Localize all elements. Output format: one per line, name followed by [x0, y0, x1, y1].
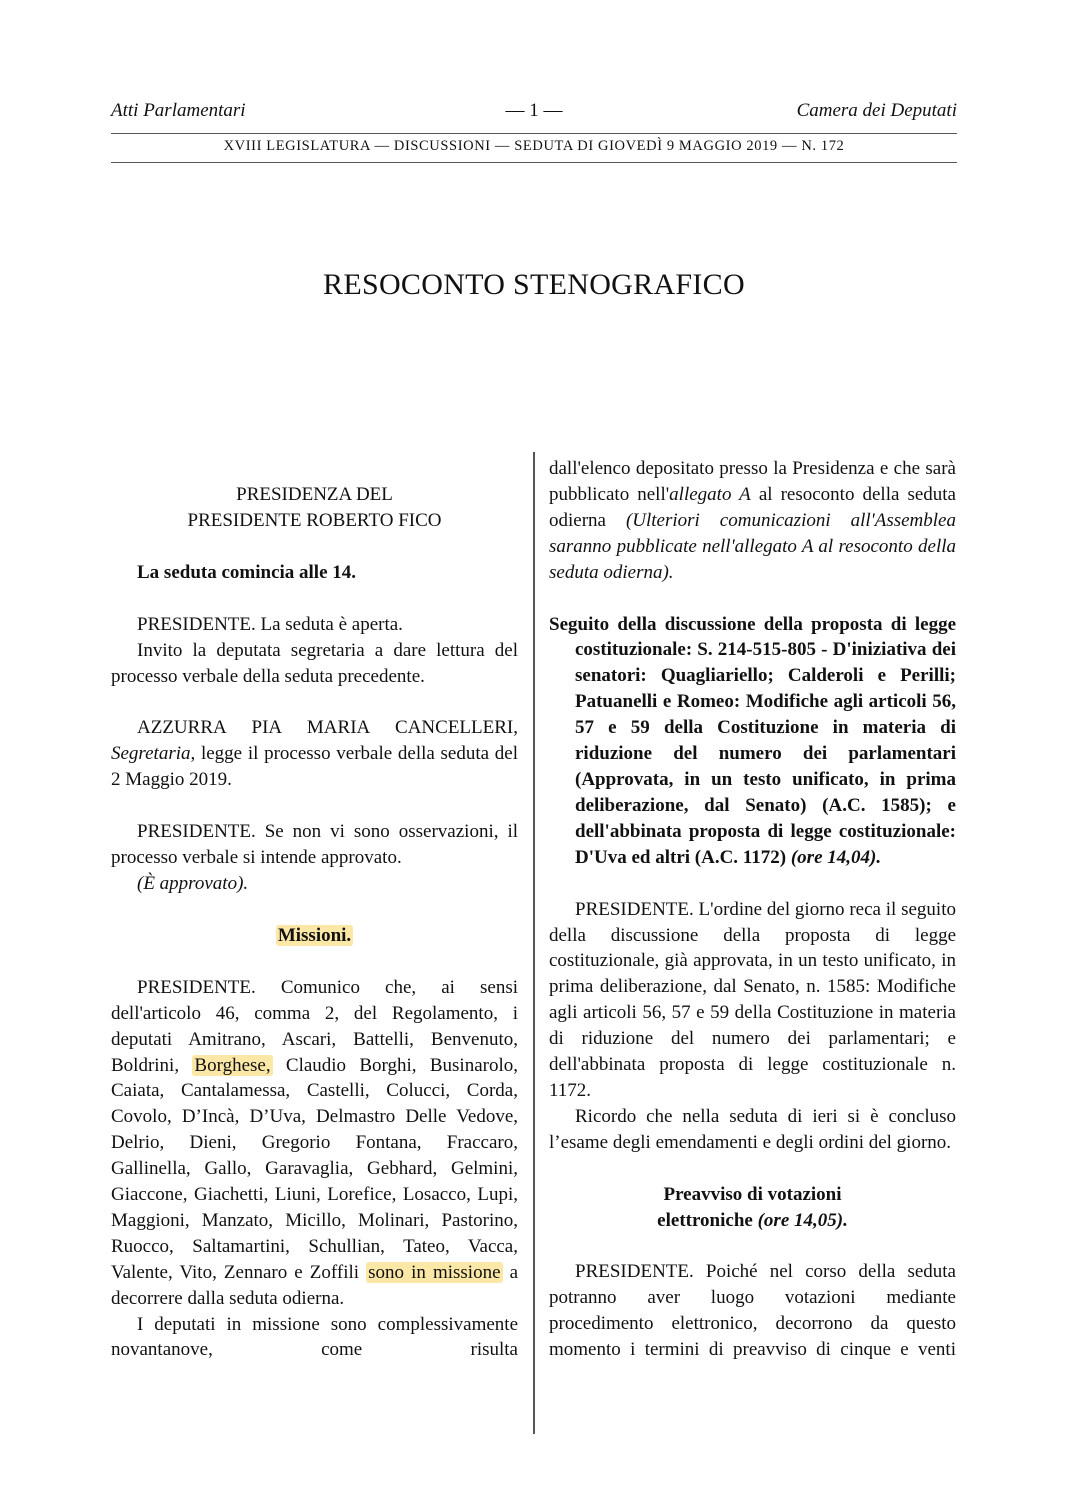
presidency-line-2: PRESIDENTE ROBERTO FICO	[187, 509, 442, 531]
column-divider	[533, 452, 535, 1434]
running-header	[111, 100, 957, 126]
continuation-note: (Ulteriori comunicazioni all'Assemblea saranno pubblicate nell'allegato A al resoconto della seduta odierna).	[549, 509, 956, 583]
missions-heading-wrap	[111, 923, 518, 949]
continuation-text-b: al resoconto della seduta odierna	[549, 483, 956, 531]
missions-count: I deputati in missione sono complessivamente novantanove, come risulta	[111, 1313, 518, 1361]
missions-text-3: a decorrere dalla seduta odierna.	[111, 1261, 519, 1309]
header-rule-bottom	[111, 162, 957, 163]
opening-line: La seduta comincia alle 14.	[137, 561, 357, 583]
left-column	[111, 456, 518, 1363]
continuation-text-a: dall'elenco depositato presso la Presidenza e che sarà pubblicato nell'	[549, 458, 956, 505]
preavviso-heading-2	[549, 1208, 956, 1234]
document-title: RESOCONTO STENOGRAFICO	[323, 268, 745, 301]
missions-text-2: Claudio Borghi, Businarolo, Caiata, Cantalamessa, Castelli, Colucci, Corda, Covolo, D’Incà, D’Uva, Delmastro Delle Vedove, Delrio, Dieni, Gregorio Fontana, Fraccaro, Gallinella, Gallo, Garavaglia, Gebhard, Gelmini, Giaccone, Giachetti, Liuni, Lorefice, Losacco, Lupi, Maggioni, Manzato, Micillo, Molinari, Pastorino, Ruocco, Saltamartini, Schullian, Tateo, Vacca, Valente, Vito, Zennaro e Zoffili	[111, 1054, 518, 1283]
seguito-heading-text: Seguito della discussione della proposta di legge costituzionale: S. 214-515-805 - D'iniziativa dei senatori: Quagliariello; Calderoli e Perilli; Patuanelli e Romeo: Modifiche agli articoli 56, 57 e 59 della Costituzione in materia di riduzione del numero dei parlamentari (Approvata, in un testo unificato, in prima deliberazione, dal Senato) (A.C. 1585); e dell'abbinata proposta di legge costituzionale: D'Uva ed altri (A.C. 1172)	[549, 613, 956, 868]
allegato-ref: allegato A	[669, 483, 751, 505]
continuation-paragraph	[549, 456, 956, 586]
preavviso-heading-1: Preavviso di votazioni	[663, 1183, 842, 1205]
header-rule-top	[111, 133, 957, 134]
highlight-sono-in-missione: sono in missione	[368, 1261, 501, 1283]
president-invite: Invito la deputata segretaria a dare lettura del processo verbale della seduta precedente.	[111, 639, 518, 687]
recall-paragraph: Ricordo che nella seduta di ieri si è concluso l’esame degli emendamenti e degli ordini del giorno.	[549, 1105, 956, 1153]
preavviso-heading-text: elettroniche	[657, 1209, 753, 1231]
seguito-time: (ore 14,04).	[786, 846, 882, 868]
missions-paragraph	[111, 975, 518, 1312]
highlight-borghese: Borghese,	[194, 1054, 271, 1076]
secretary-text: , legge il processo verbale della seduta del 2 Maggio 2019.	[111, 743, 518, 791]
missions-text-1: PRESIDENTE. Comunico che, ai sensi dell'articolo 46, comma 2, del Regolamento, i deputati Amitrano, Ascari, Battelli, Benvenuto, Boldrini,	[111, 976, 518, 1076]
secretary-role: Segretaria	[111, 743, 191, 765]
secretary-paragraph	[111, 715, 518, 793]
missions-heading: Missioni.	[277, 924, 352, 946]
header-subtitle: XVIII LEGISLATURA — DISCUSSIONI — SEDUTA DI GIOVEDÌ 9 MAGGIO 2019 — N. 172	[223, 138, 845, 154]
preavviso-time: (ore 14,05).	[752, 1209, 848, 1231]
president-approval: PRESIDENTE. Se non vi sono osservazioni, il processo verbale si intende approvato.	[111, 821, 518, 869]
order-of-day-paragraph: PRESIDENTE. L'ordine del giorno reca il seguito della discussione della proposta di legge costituzionale, già approvata, in un testo unificato, in prima deliberazione, dal Senato, n. 1585: Modifiche agli articoli 56, 57 e 59 della Costituzione in materia di riduzione del numero dei parlamentari; e dell'abbinata proposta di legge costituzionale n. 1172.	[549, 898, 956, 1101]
president-open: PRESIDENTE. La seduta è aperta.	[137, 613, 403, 635]
seguito-heading	[549, 612, 956, 871]
header-right: Camera dei Deputati	[796, 100, 957, 121]
preavviso-paragraph: PRESIDENTE. Poiché nel corso della seduta potranno aver luogo votazioni mediante procedimento elettronico, decorrono da questo momento i termini di preavviso di cinque e venti	[549, 1261, 956, 1361]
presidency-line-1: PRESIDENZA DEL	[236, 484, 393, 505]
page-number: — 1 —	[505, 100, 563, 121]
header-left: Atti Parlamentari	[111, 100, 246, 121]
approved-note: (È approvato).	[137, 872, 249, 894]
right-column	[549, 456, 956, 1363]
secretary-name: AZZURRA PIA MARIA CANCELLERI,	[137, 717, 518, 739]
